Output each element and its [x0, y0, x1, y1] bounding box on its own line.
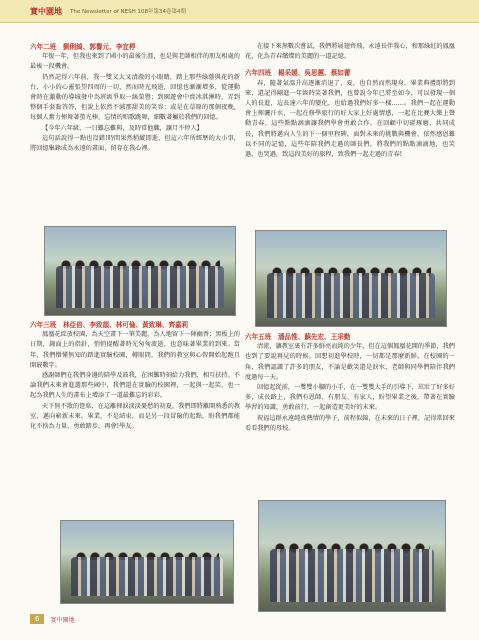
article-6-2 [30, 42, 240, 154]
class-photo-6-3 [60, 520, 234, 604]
article-paragraph: 祝福這群永遠純真熱情的學子，前程似錦，在未來的日子裡，記得常回來看看我們的母校。 [245, 414, 455, 432]
article-paragraph: 年復一年，但我也來到了國小的最後生涯，也是與老師相伴的朋友相處的最後一段機會。 [30, 53, 240, 71]
class-photo-6-4 [255, 230, 447, 327]
article-6-4 [245, 42, 455, 160]
page-header [0, 0, 479, 23]
class-photo-6-2 [44, 226, 236, 316]
article-paragraph: 感謝師們在我們身邊的陪學及鼓我，在困難時刻給力我們，相互扶持。不論我們未來會進選那些國中，我們還在實驗的校園裡，一起與一起笑，也一起為我們人生的畫布上增添了一道最難忘的彩彩。 [30, 372, 240, 400]
article-paragraph: 這句話說得一點也沒錯!時間果然稍縱即逝，但這六年所經歷的大小事，將回憶集錄成為永遠的畫面，留存在我心裡。 [30, 134, 240, 153]
article-paragraph: 仍然記得六年前，我一雙又大又清澈的小眼睛，踏上那些綠蔭與花的新台，小小的心靈張望四周的一切，然而時光飛逝，回憶也漸漸增多，從運動會時在激動的導城發中為班級爭取一絲榮譽；到園遊會中賣冰淇淋時，弄到整個手套黏答答，但說上依然不減那甜美的笑容；或是在草原的那個夜晚，每個人奮力揮舞著螢光棒，忘情的唱歌跳舞，細數著屬於我們的回憶。 [30, 73, 240, 122]
footer-logo: 實中園地 [50, 616, 75, 624]
article-paragraph: 天下無不散的筵席，在這離揮淚淡淡憂愁的初夏，我們即將離開熟悉的教室，邁向嶄新未來。畢業，不是結束，而是另一段冒險的起點，盼我們都能化不捨為力量，勇敢踏步，再會!學友。 [30, 402, 240, 431]
article-paragraph: 春，隨著氣溫升高逐漸消退了，夏，也自然而然現身，畢業典禮即將到來，還記得剛進一年級時笑著我們，也曾說今年已將至如今，可以發現一個人的長進，這長達六年的變化，也給過我們好多一樣……。我們一起在運動會上揮灑汗水，一起在修學旅行的好大家上好處情感，一起在比賽大樂上聲動青春，這些點點滴滴讓我們學會勇敢合作。在回顧中切磋琢磨，共同成長，我們將邁向人生的下一個里程碑，面對未來的挑戰與機會，依然感恩難以不同的記憶，這些年陪我們走過的師長們，將我們的點點滴滴地，也笑過，也哭過，致這段美好的旅程，致我們一起走過的青春! [245, 79, 455, 159]
article-authors: 六年五班 潘品惟、蘇先宏、王采勤 [245, 333, 351, 341]
page-footer [30, 614, 74, 624]
article-paragraph: 鳳凰花綻放校園，為天空畫下一筆美麗，為人地留下一陣幽香；黑板上的日期，鐘面上的指針，悄悄提醒著時光匆匆流逝，也意味著畢業的到來。當年，我們懵懂無知的踏進實驗校園，轉眼間，我們的教室與心智開始起跑且開竅數字。 [30, 331, 240, 369]
article-paragraph: 回憶起從前，一雙雙小腳的小手，在一雙雙大手的引導下，茁壯了好多好多，成長路上，我們有恩師、有朋友、有家人，盼望畢業之後，帶著在實驗學習的知識，勇敢前行，一起創造更美好的未來。 [245, 384, 455, 412]
article-paragraph: 【今年六年級，一日難忘難與，及時常他職，讓月不停人】 [42, 124, 203, 132]
class-photo-6-5 [258, 500, 446, 612]
newsletter-subtitle: The Newsletter of NESH 108年第34卷第4期 [70, 9, 186, 15]
article-authors: 六年三班 林亞倍、李致頡、林可倫、黃致琳、齊嘉莉 [30, 321, 189, 329]
article-authors: 六年二班 劉俐綺、郭譽元、李宜楟 [30, 43, 136, 51]
article-paragraph: 清流，讓教室裏有許多鮮亮而純的少年，但在這個鳳凰花開的季節，我們也到了要說再見的時候。回想初進學校時，一切都是那麼新鮮。在校園的一角，我們認識了許多的朋友，不論是歡笑還是淚水，老師與同學們陪伴我們度過每一天。 [245, 343, 455, 381]
article-6-3 [30, 320, 240, 432]
article-paragraph: 在接下來無數次嘗試，我們將展翅齊飛，永遠長伴我心，和那綠紅的鳳凰花，化為青春繽燦的美麗的一道記憶。 [245, 43, 455, 61]
article-authors: 六年四班 楊采媛、吳思蕙、蔡如蕾 [245, 69, 351, 78]
article-6-5 [245, 332, 455, 434]
newsletter-brand: 實中園地 [30, 5, 62, 16]
page-number: 6 [30, 614, 44, 624]
